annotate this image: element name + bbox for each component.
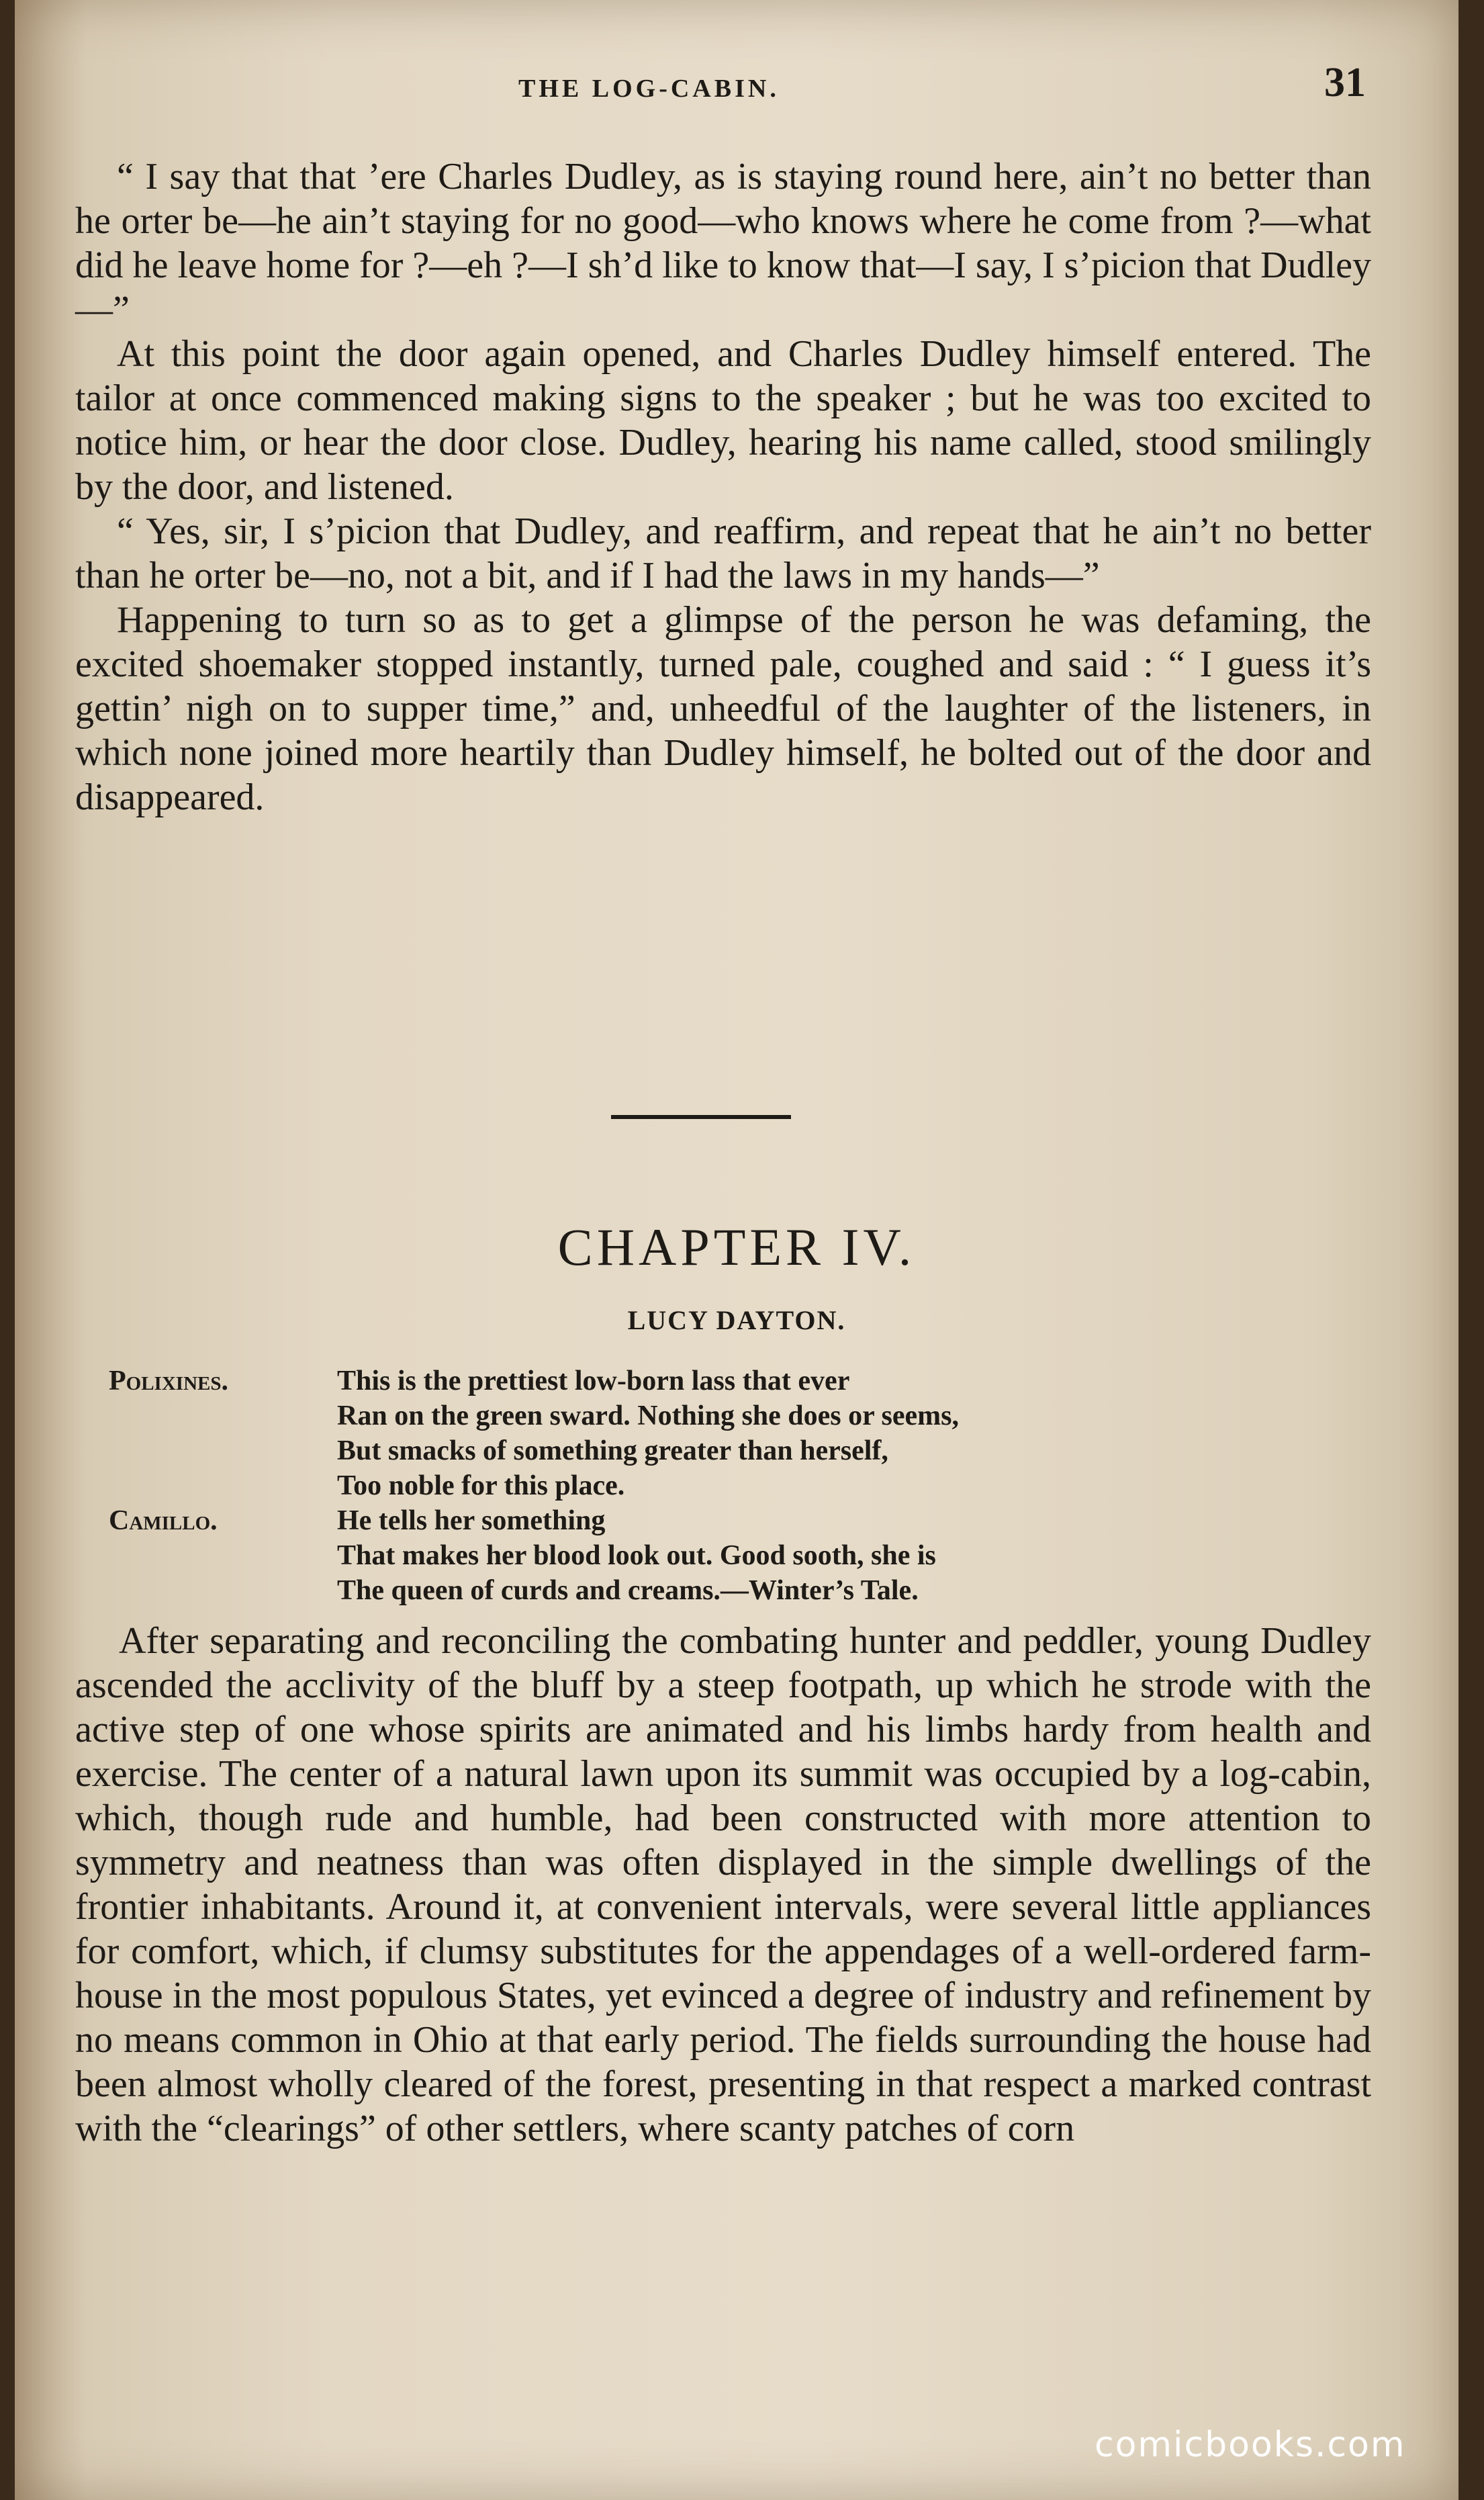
chapter-title: CHAPTER IV.	[557, 1218, 916, 1276]
verse-line: He tells her something	[337, 1505, 606, 1536]
verse-line: But smacks of something greater than herself,	[337, 1435, 888, 1466]
book-page	[15, 0, 1458, 2500]
watermark: comicbooks.com	[1095, 2425, 1406, 2465]
verse-line: That makes her blood look out. Good sooth, she is	[337, 1540, 936, 1571]
upper-text-block	[75, 154, 1371, 819]
epigraph-verse	[337, 1364, 959, 1503]
running-title: THE LOG-CABIN.	[518, 75, 780, 103]
section-divider	[611, 1115, 791, 1119]
page-number: 31	[1324, 60, 1366, 105]
epigraph-speech	[109, 1503, 1371, 1608]
paragraph: After separating and reconciling the combating hunter and peddler, young Dudley ascended the acclivity of the bluff by a steep footpath, up which he strode with the active step of one whose spirits are animated and his limbs hardy from health and exercise. The center of a natural lawn upon its summit was occupied by a log-cabin, which, though rude and humble, had been constructed with more attention to symmetry and neatness than was often displayed in the simple dwellings of the frontier inhabitants. Around it, at convenient intervals, were several little appliances for comfort, which, if clumsy substitutes for the appendages of a well-ordered farm-house in the most populous States, yet evinced a degree of industry and refinement by no means common in Ohio at that early period. The fields surrounding the house had been almost wholly cleared of the forest, presenting in that respect a marked contrast with the “clearings” of other settlers, where scanty patches of corn	[75, 1620, 1371, 2149]
verse-line: This is the prettiest low-born lass that ever	[337, 1366, 850, 1396]
chapter-subtitle: LUCY DAYTON.	[627, 1305, 846, 1335]
verse-line: Too noble for this place.	[337, 1470, 625, 1501]
epigraph-speaker: Camillo.	[109, 1505, 218, 1536]
paragraph: “ I say that that ’ere Charles Dudley, as is staying round here, ain’t no better than he orter be—he ain’t staying for no good—who knows where he come from ?—what did he leave home for ?—eh ?—I sh’d like to know that—I say, I s’picion that Dudley—”	[75, 156, 1371, 330]
epigraph-speech	[109, 1364, 1371, 1503]
epigraph-speaker: Polixines.	[109, 1366, 228, 1396]
epigraph-verse	[337, 1503, 936, 1608]
epigraph	[109, 1364, 1371, 1608]
paragraph: Happening to turn so as to get a glimpse of the person he was defaming, the excited shoemaker stopped instantly, turned pale, coughed and said : “ I guess it’s gettin’ nigh on to supper time,” and, unheedful of the laughter of the listeners, in which none joined more heartily than Dudley himself, he bolted out of the door and disappeared.	[75, 599, 1371, 818]
paragraph: “ Yes, sir, I s’picion that Dudley, and reaffirm, and repeat that he ain’t no better than he orter be—no, not a bit, and if I had the laws in my hands—”	[75, 510, 1371, 596]
verse-line: The queen of curds and creams.—Winter’s Tale.	[337, 1575, 919, 1606]
lower-text-block	[75, 1619, 1371, 2151]
verse-line: Ran on the green sward. Nothing she does or seems,	[337, 1400, 959, 1431]
paragraph: At this point the door again opened, and Charles Dudley himself entered. The tailor at once commenced making signs to the speaker ; but he was too excited to notice him, or hear the door close. Dudley, hearing his name called, stood smilingly by the door, and listened.	[75, 333, 1371, 508]
